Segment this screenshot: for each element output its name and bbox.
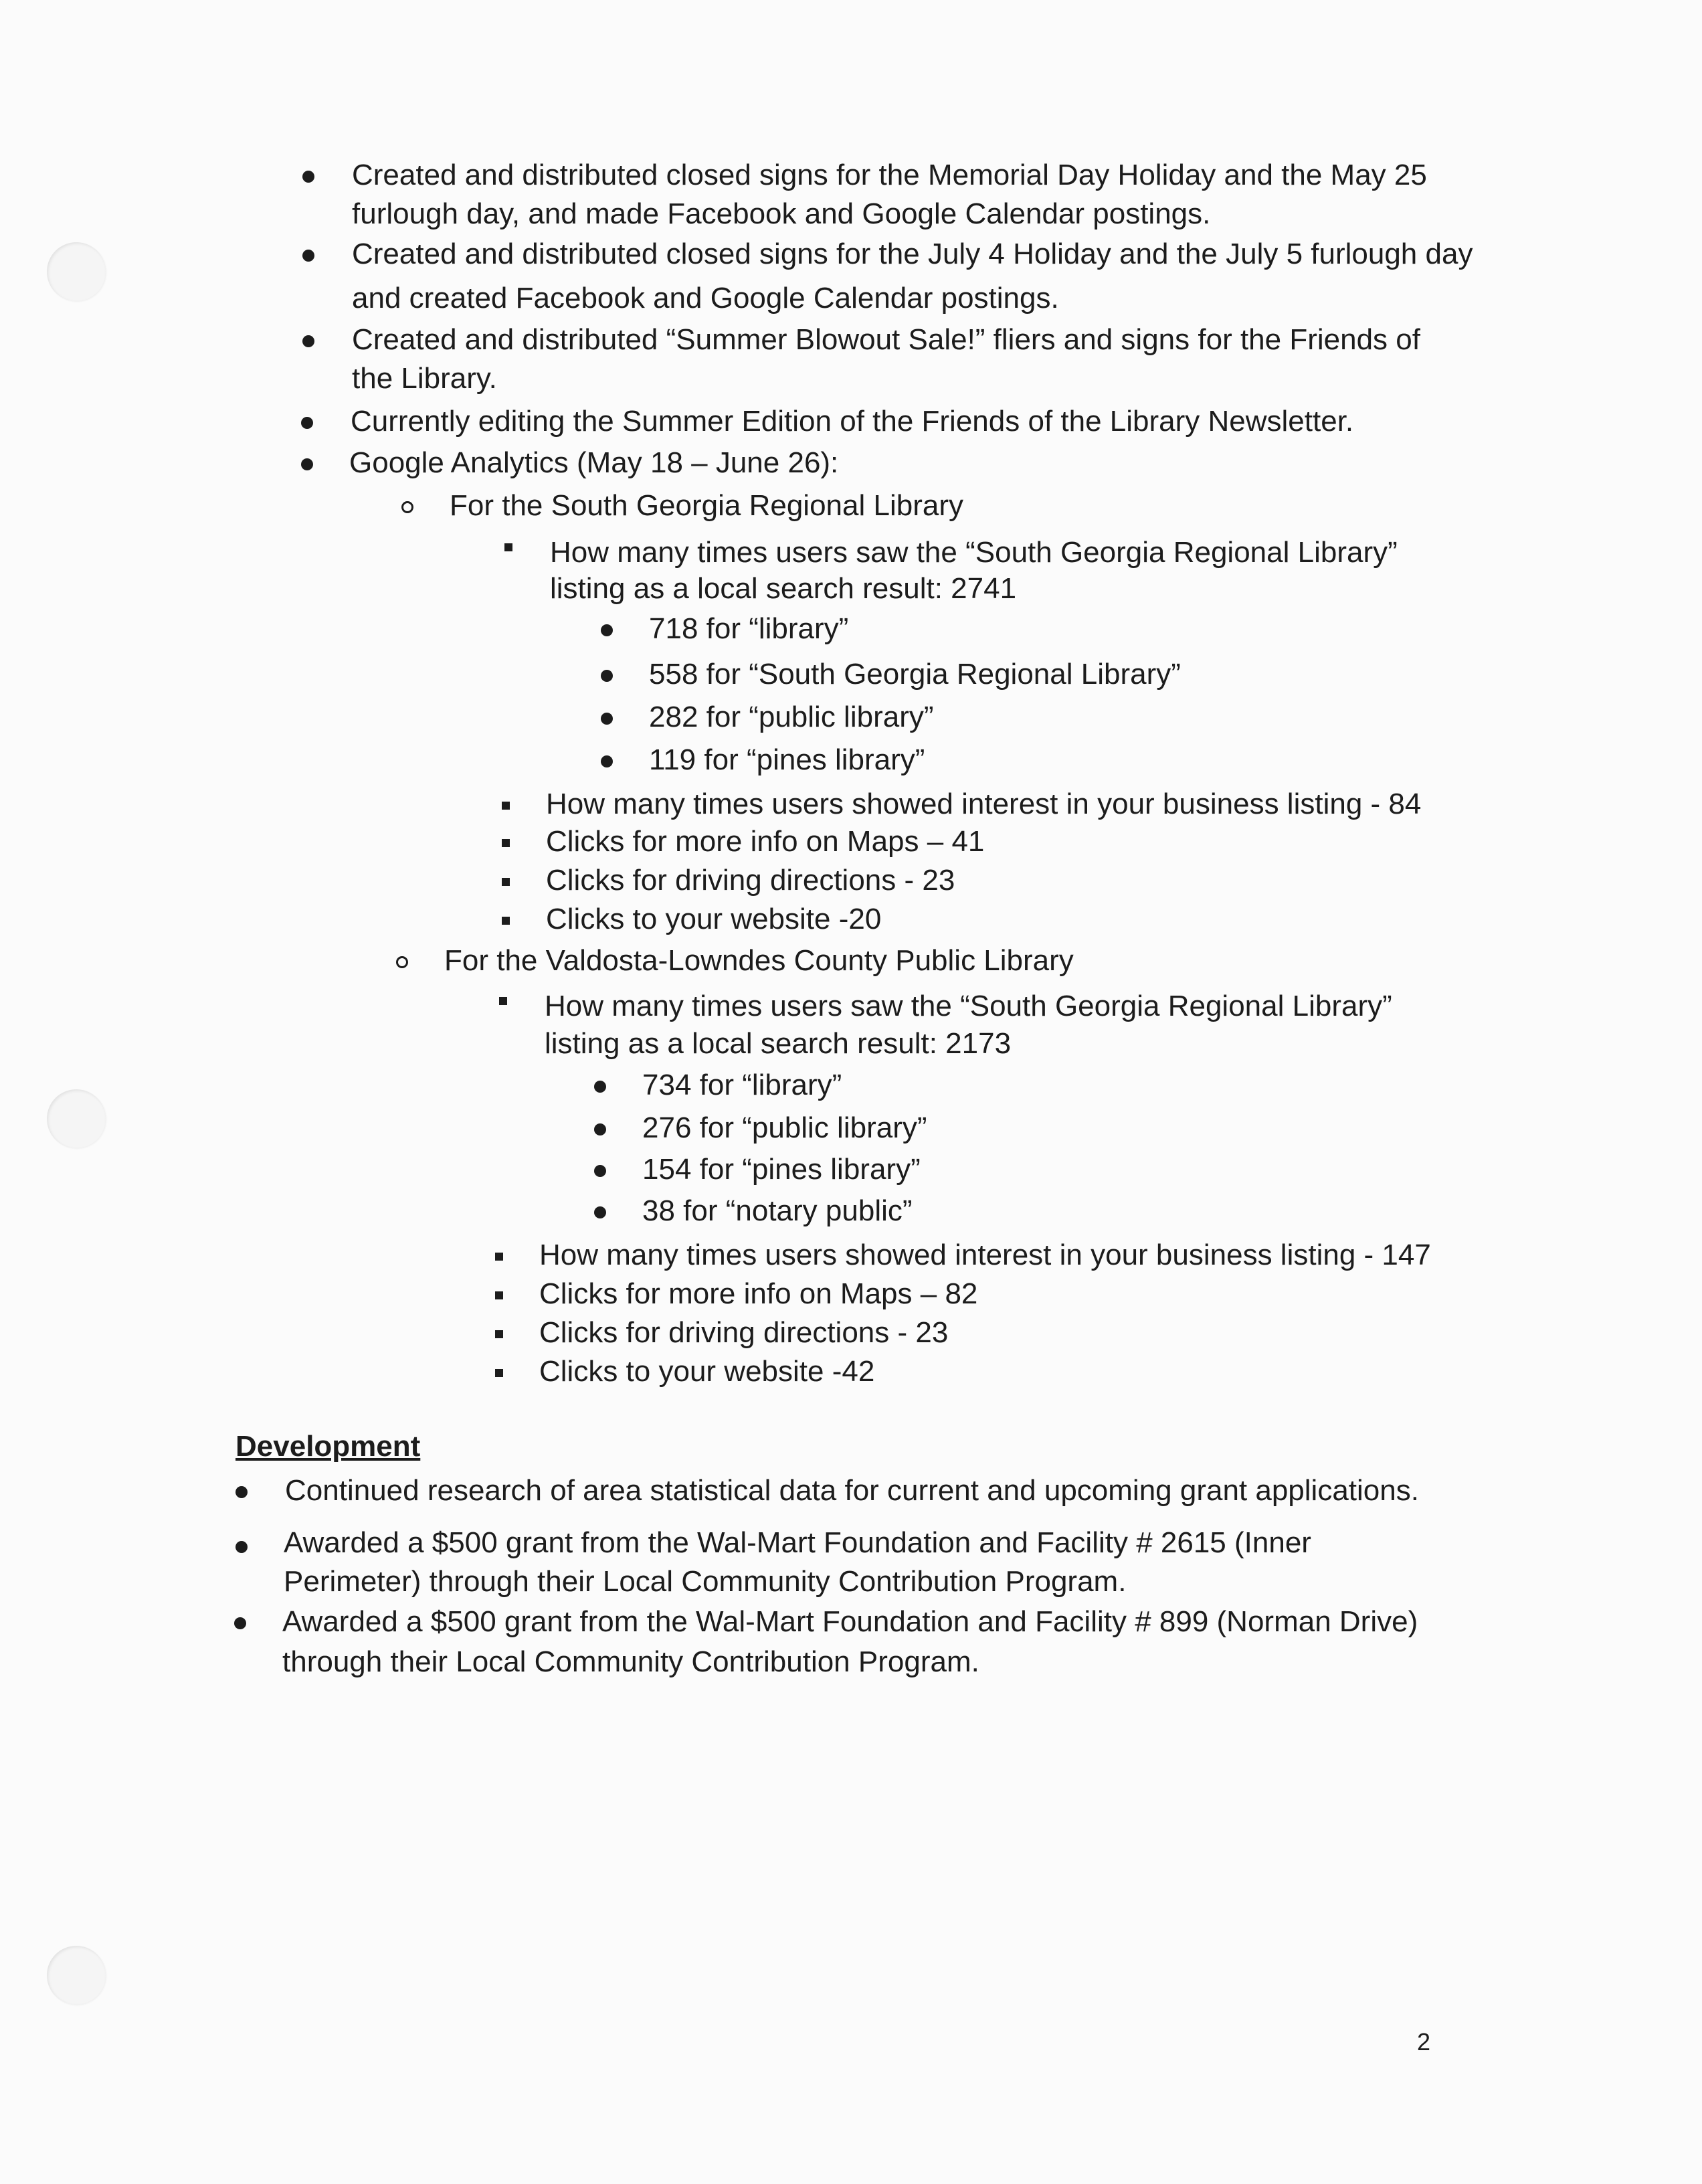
analytics-library-label: For the Valdosta-Lowndes County Public Library bbox=[444, 944, 1074, 977]
analytics-stat: How many times users showed interest in your business listing - 84 bbox=[546, 788, 1422, 820]
list-item-line: furlough day, and made Facebook and Google Calendar postings. bbox=[352, 197, 1211, 230]
development-item-line: Awarded a $500 grant from the Wal-Mart Foundation and Facility # 899 (Norman Drive) bbox=[282, 1605, 1418, 1638]
search-term: 734 for “library” bbox=[642, 1069, 842, 1101]
analytics-search-line: How many times users saw the “South Georgia Regional Library” bbox=[550, 536, 1398, 569]
analytics-search-line: listing as a local search result: 2173 bbox=[545, 1027, 1012, 1060]
list-item-line: Google Analytics (May 18 – June 26): bbox=[349, 446, 839, 479]
bullet-dot bbox=[601, 741, 613, 779]
development-item-line: through their Local Community Contribution Program. bbox=[282, 1645, 979, 1678]
bullet-dot bbox=[594, 1192, 606, 1230]
search-term: 38 for “notary public” bbox=[642, 1194, 913, 1227]
bullet-square bbox=[502, 901, 510, 938]
page-number: 2 bbox=[1417, 2028, 1431, 2056]
bullet-square bbox=[504, 527, 512, 565]
bullet-dot bbox=[594, 1151, 606, 1188]
list-item-line: Created and distributed closed signs for the July 4 Holiday and the July 5 furlough day bbox=[352, 238, 1473, 270]
punch-hole-middle bbox=[47, 1089, 106, 1148]
bullet-dot bbox=[601, 610, 613, 648]
analytics-search-line: listing as a local search result: 2741 bbox=[550, 572, 1017, 605]
list-item-line: Currently editing the Summer Edition of the Friends of the Library Newsletter. bbox=[351, 405, 1354, 438]
list-item-line: the Library. bbox=[352, 362, 497, 395]
analytics-library-label: For the South Georgia Regional Library bbox=[450, 489, 963, 522]
search-term: 558 for “South Georgia Regional Library” bbox=[649, 658, 1181, 691]
bullet-square bbox=[502, 823, 510, 860]
bullet-dot bbox=[235, 1527, 248, 1564]
bullet-dot bbox=[594, 1067, 606, 1104]
bullet-dot bbox=[301, 403, 313, 440]
analytics-stat: Clicks for more info on Maps – 82 bbox=[539, 1277, 978, 1310]
bullet-ring bbox=[401, 487, 413, 525]
search-term: 282 for “public library” bbox=[649, 701, 934, 733]
development-item-line: Perimeter) through their Local Community Contribution Program. bbox=[284, 1565, 1127, 1598]
search-term: 154 for “pines library” bbox=[642, 1153, 921, 1186]
list-item-line: Created and distributed “Summer Blowout Sale!” fliers and signs for the Friends of bbox=[352, 323, 1420, 356]
bullet-ring bbox=[396, 942, 408, 980]
bullet-square bbox=[495, 1353, 503, 1390]
punch-hole-bottom bbox=[47, 1946, 106, 2005]
bullet-dot bbox=[234, 1603, 246, 1641]
analytics-stat: Clicks for more info on Maps – 41 bbox=[546, 825, 985, 858]
punch-hole-top bbox=[47, 242, 106, 301]
search-term: 119 for “pines library” bbox=[649, 743, 925, 776]
bullet-square bbox=[499, 981, 507, 1018]
search-term: 718 for “library” bbox=[649, 612, 849, 645]
bullet-square bbox=[502, 786, 510, 823]
analytics-stat: Clicks to your website -42 bbox=[539, 1355, 875, 1388]
bullet-dot bbox=[302, 321, 314, 359]
list-item-line: and created Facebook and Google Calendar postings. bbox=[352, 282, 1059, 314]
analytics-stat: Clicks for driving directions - 23 bbox=[539, 1316, 949, 1349]
analytics-stat: Clicks for driving directions - 23 bbox=[546, 864, 955, 897]
bullet-dot bbox=[594, 1109, 606, 1147]
analytics-stat: How many times users showed interest in your business listing - 147 bbox=[539, 1239, 1431, 1271]
analytics-search-line: How many times users saw the “South Georgia Regional Library” bbox=[545, 990, 1392, 1022]
bullet-square bbox=[495, 1237, 503, 1274]
analytics-stat: Clicks to your website -20 bbox=[546, 903, 882, 935]
development-item-line: Continued research of area statistical data for current and upcoming grant applications. bbox=[285, 1474, 1419, 1507]
bullet-dot bbox=[302, 236, 314, 273]
bullet-square bbox=[495, 1314, 503, 1352]
development-item-line: Awarded a $500 grant from the Wal-Mart Foundation and Facility # 2615 (Inner bbox=[284, 1526, 1311, 1559]
bullet-square bbox=[495, 1275, 503, 1313]
list-item-line: Created and distributed closed signs for the Memorial Day Holiday and the May 25 bbox=[352, 159, 1427, 191]
search-term: 276 for “public library” bbox=[642, 1111, 927, 1144]
bullet-dot bbox=[235, 1472, 248, 1510]
bullet-dot bbox=[301, 444, 313, 482]
bullet-dot bbox=[302, 157, 314, 194]
development-heading: Development bbox=[235, 1430, 421, 1463]
bullet-dot bbox=[601, 699, 613, 736]
bullet-square bbox=[502, 862, 510, 899]
bullet-dot bbox=[601, 656, 613, 693]
